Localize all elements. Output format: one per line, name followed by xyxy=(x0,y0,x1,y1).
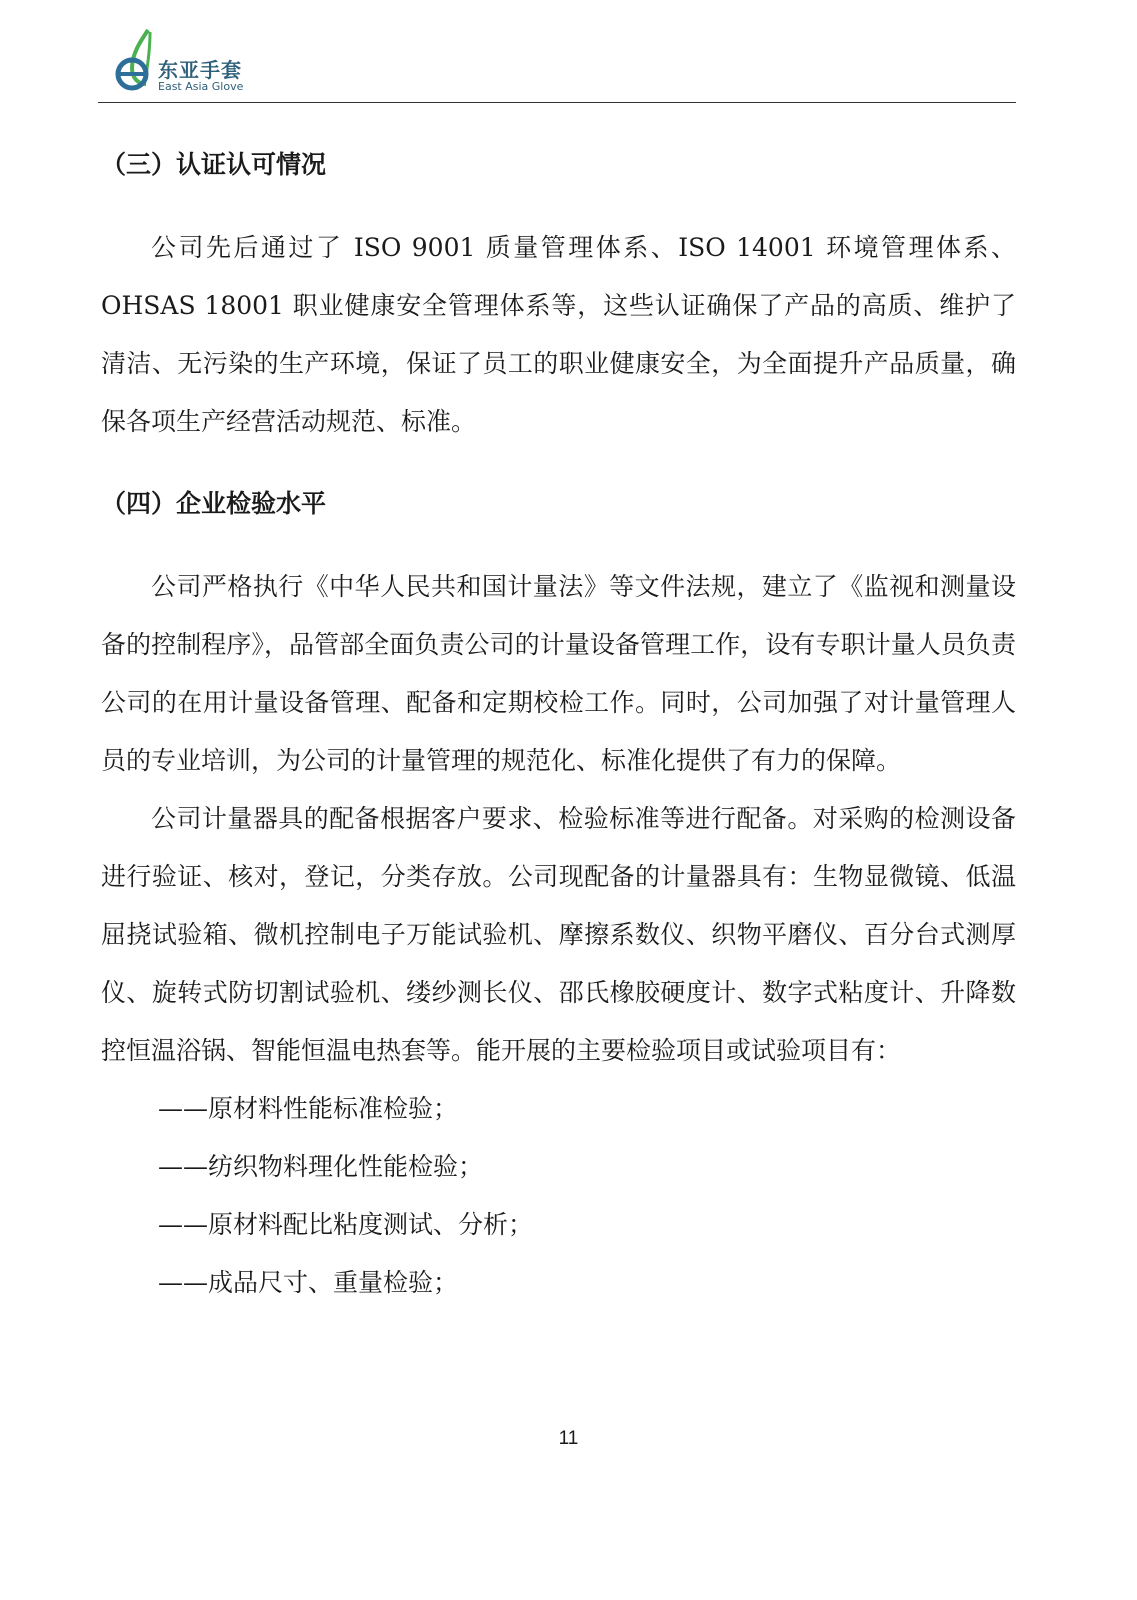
list-item: ——纺织物料理化性能检验； xyxy=(158,1152,484,1181)
inspection-paragraph-2: 公司计量器具的配备根据客户要求、检验标准等进行配备。对采购的检测设备进行验证、核对，登记，分类存放。公司现配备的计量器具有：生物显微镜、低温屈挠试验箱、微机控制电子万能试验机、摩擦系数仪、织物平磨仪、百分台式测厚仪、旋转式防切割试验机、缕纱测长仪、邵氏橡胶硬度计、数字式粘度计、升降数控恒温浴锅、智能恒温电热套等。能开展的主要检验项目或试验项目有： xyxy=(101,804,1016,1065)
list-item: ——原材料配比粘度测试、分析； xyxy=(158,1210,534,1239)
list-item: ——原材料性能标准检验； xyxy=(158,1094,459,1123)
logo-english-text: East Asia Glove xyxy=(158,80,244,93)
document-body xyxy=(101,136,1016,1312)
page-header xyxy=(98,20,1016,103)
logo-icon xyxy=(110,26,162,96)
certification-paragraph: 公司先后通过了 ISO 9001 质量管理体系、ISO 14001 环境管理体系、OHSAS 18001 职业健康安全管理体系等，这些认证确保了产品的高质、维护了清洁、无污染的生产环境，保证了员工的职业健康安全，为全面提升产品质量，确保各项生产经营活动规范、标准。 xyxy=(101,233,1016,436)
page-number: 11 xyxy=(558,1428,579,1449)
section-heading-inspection: （四）企业检验水平 xyxy=(101,489,327,518)
inspection-paragraph-1: 公司严格执行《中华人民共和国计量法》等文件法规，建立了《监视和测量设备的控制程序》，品管部全面负责公司的计量设备管理工作，设有专职计量人员负责公司的在用计量设备管理、配备和定期校检工作。同时，公司加强了对计量管理人员的专业培训，为公司的计量管理的规范化、标准化提供了有力的保障。 xyxy=(101,572,1016,775)
section-heading-certification: （三）认证认可情况 xyxy=(101,150,327,179)
list-item: ——成品尺寸、重量检验； xyxy=(158,1268,459,1297)
logo-chinese-text: 东亚手套 xyxy=(158,58,242,82)
